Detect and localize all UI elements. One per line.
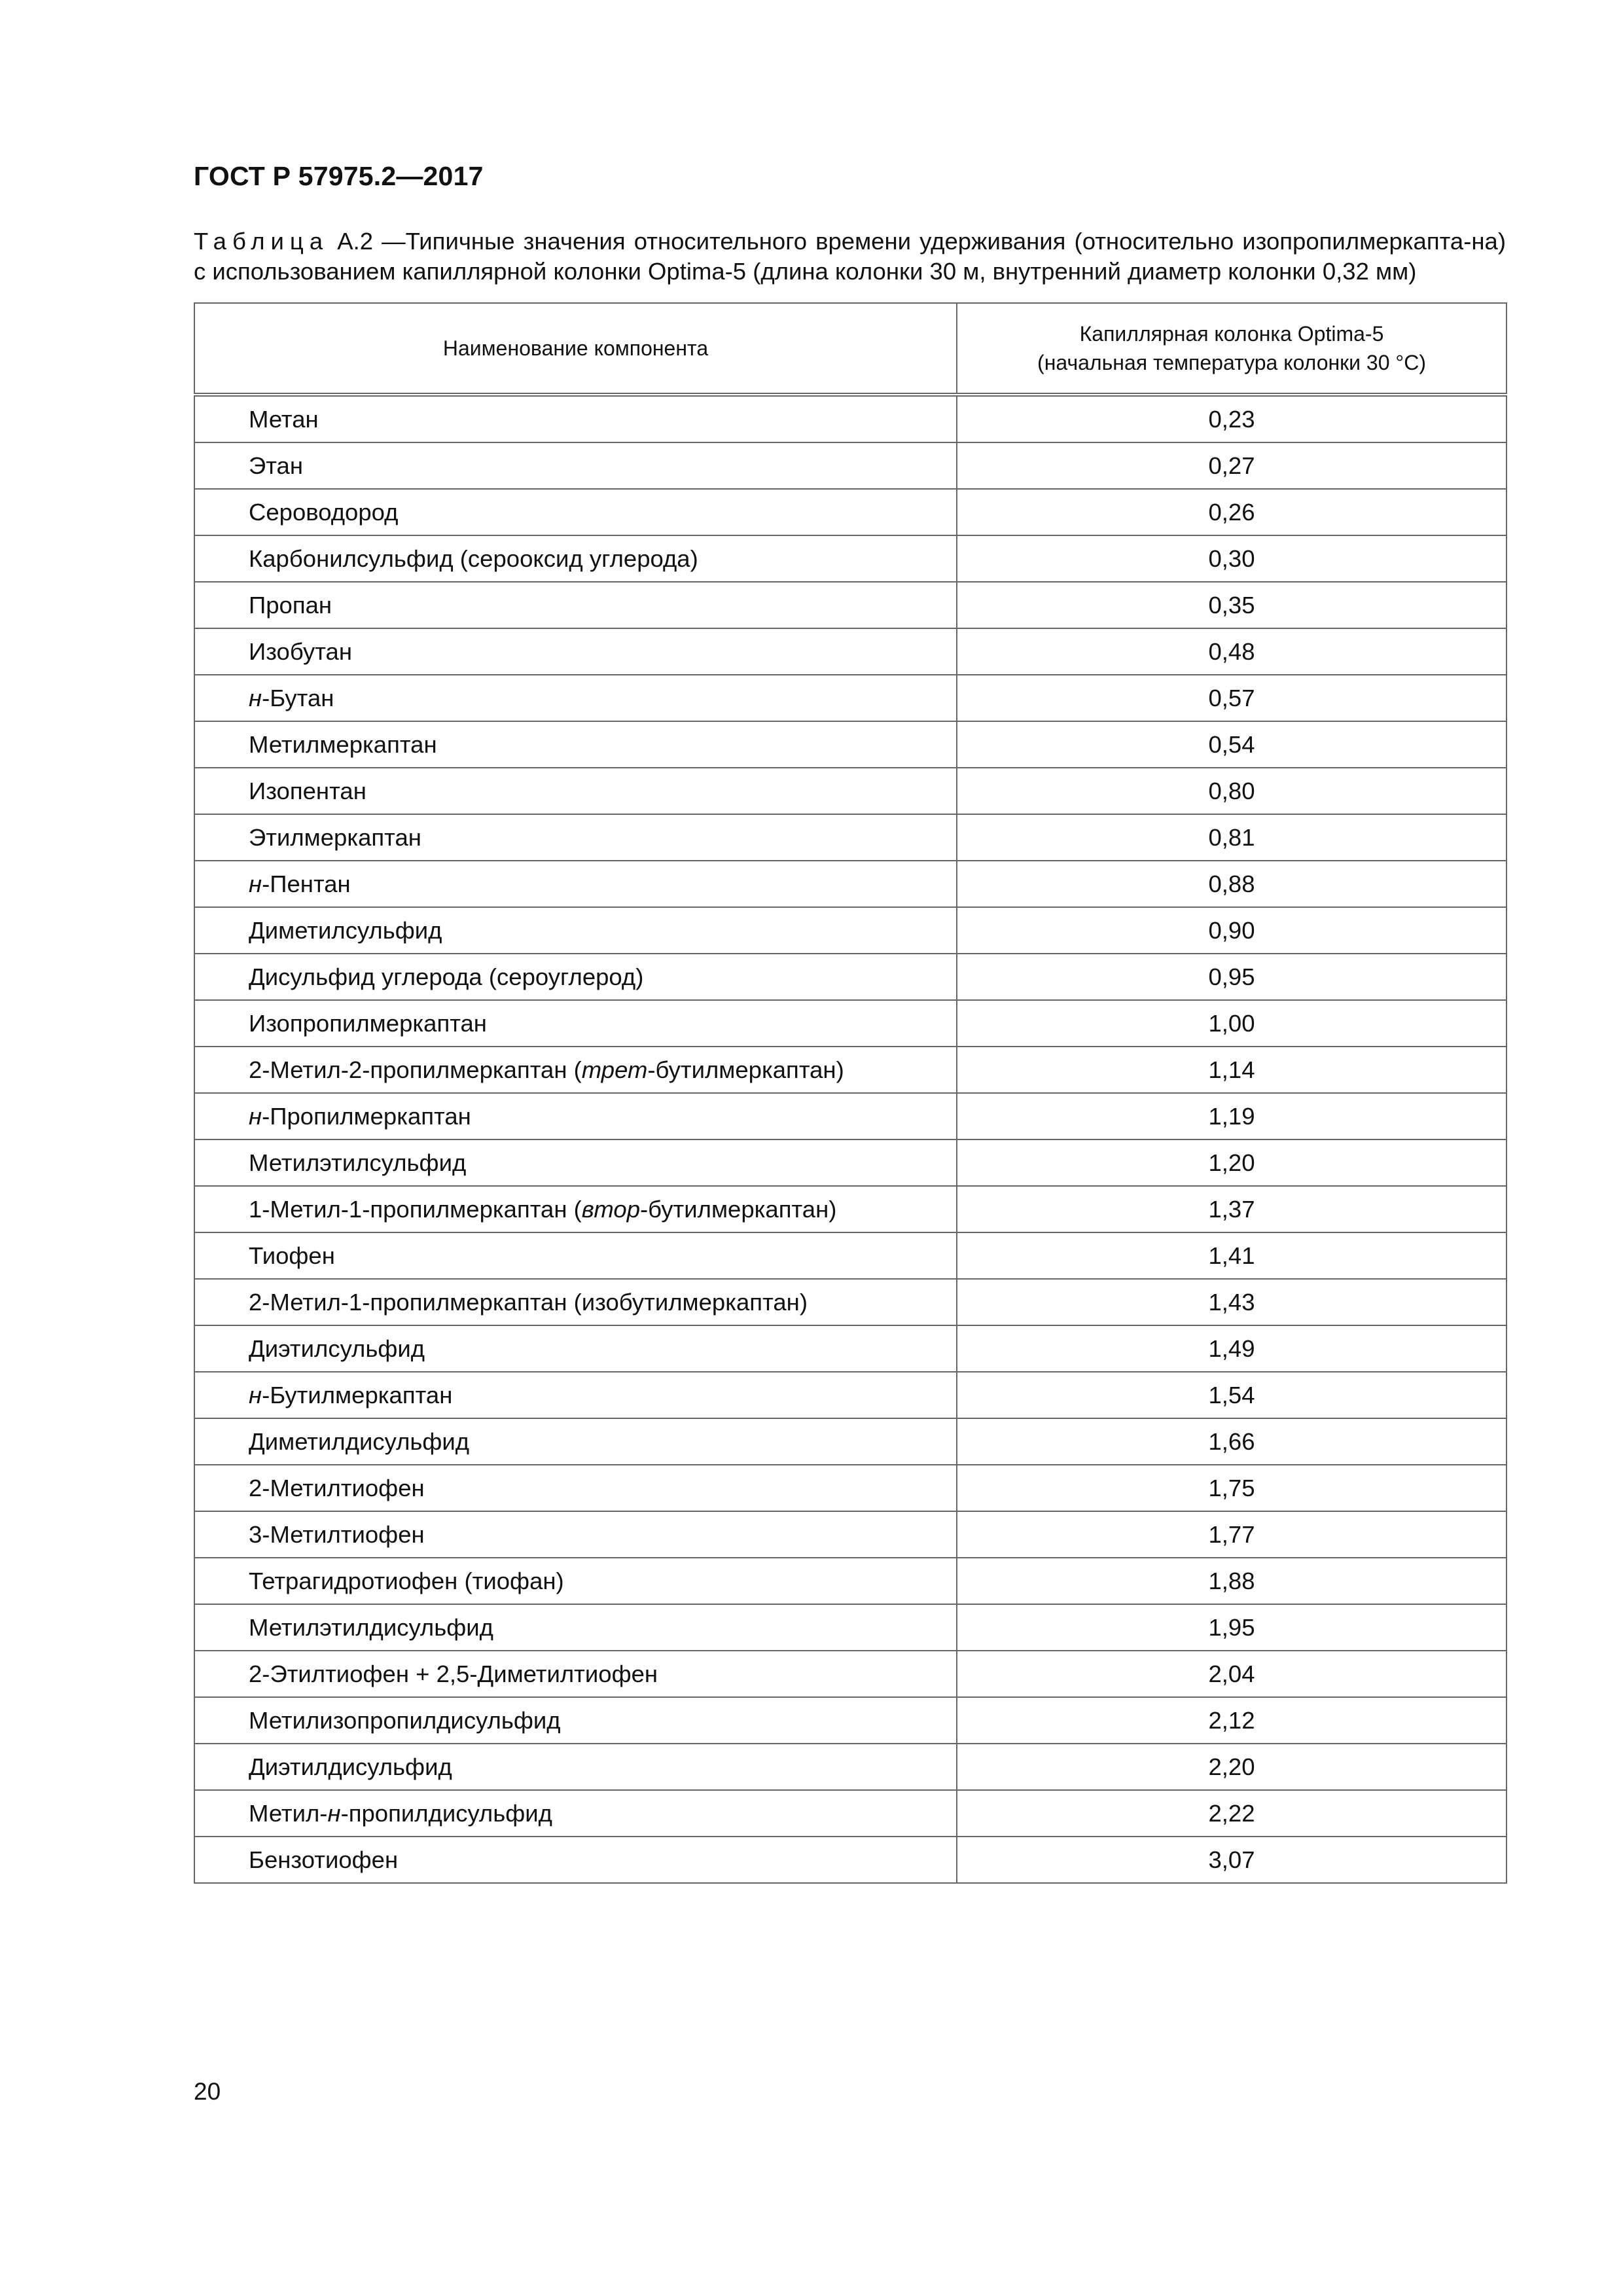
table-row [194,907,1507,954]
component-name-cell [194,1093,957,1139]
table-row [194,1232,1507,1279]
component-name: Тиофен [249,1242,335,1269]
component-name-italic: трет [581,1056,648,1083]
column-header-column-type [957,303,1507,395]
component-name: Этан [249,452,303,479]
component-name-cell [194,1047,957,1093]
component-name: -бутилмеркаптан) [647,1056,844,1083]
component-name-cell [194,1232,957,1279]
retention-time-table [194,302,1506,1884]
table-row [194,1604,1507,1651]
component-name-cell [194,395,957,442]
component-name-cell [194,768,957,814]
component-name-cell [194,861,957,907]
table-header-row [194,303,1507,395]
component-name: Сероводород [249,498,399,526]
component-name-cell [194,535,957,582]
retention-value-cell: 0,26 [957,489,1507,535]
retention-value-cell: 0,27 [957,442,1507,489]
component-name: -бутилмеркаптан) [640,1195,837,1223]
table-row [194,1465,1507,1511]
component-name-cell [194,1511,957,1558]
table-row [194,1279,1507,1325]
component-name: -Бутан [262,684,334,711]
table-row [194,1093,1507,1139]
retention-value-cell: 0,81 [957,814,1507,861]
retention-value-cell: 1,41 [957,1232,1507,1279]
column-header-line-2: (начальная температура колонки 30 °C) [1037,351,1426,374]
table-row [194,1511,1507,1558]
table-row [194,1418,1507,1465]
retention-value-cell: 1,75 [957,1465,1507,1511]
component-name: Пропан [249,591,332,619]
component-name-italic: н [249,1102,262,1130]
component-name-italic: н [249,870,262,897]
table-row [194,1186,1507,1232]
component-name: Метилэтилсульфид [249,1149,467,1176]
table-caption [194,226,1506,287]
component-name-prefix: Метил- [249,1799,328,1827]
retention-value-cell: 2,04 [957,1651,1507,1697]
component-name-cell [194,1418,957,1465]
component-name: -Пентан [262,870,351,897]
retention-value-cell: 1,54 [957,1372,1507,1418]
retention-value-cell: 2,22 [957,1790,1507,1837]
component-name: 2-Этилтиофен + 2,5-Диметилтиофен [249,1660,658,1687]
retention-value-cell: 0,80 [957,768,1507,814]
retention-value-cell: 0,54 [957,721,1507,768]
retention-value-cell: 1,00 [957,1000,1507,1047]
component-name: Диметилдисульфид [249,1427,470,1455]
retention-value-cell: 1,95 [957,1604,1507,1651]
component-name-cell [194,1279,957,1325]
table-row [194,675,1507,721]
component-name: Диэтилсульфид [249,1335,425,1362]
retention-value-cell: 2,20 [957,1744,1507,1790]
table-row [194,814,1507,861]
component-name-cell [194,675,957,721]
table-row [194,768,1507,814]
table-row [194,1697,1507,1744]
component-name: Изопентан [249,777,366,804]
retention-value-cell: 0,48 [957,628,1507,675]
retention-value-cell: 0,88 [957,861,1507,907]
component-name-cell [194,1790,957,1837]
retention-value-cell: 2,12 [957,1697,1507,1744]
component-name: -Пропилмеркаптан [262,1102,471,1130]
component-name: Дисульфид углерода (сероуглерод) [249,963,644,990]
table-row [194,535,1507,582]
component-name: Диметилсульфид [249,916,442,944]
component-name-cell [194,1604,957,1651]
component-name-cell [194,1139,957,1186]
retention-value-cell: 0,95 [957,954,1507,1000]
retention-value-cell: 0,35 [957,582,1507,628]
retention-value-cell: 1,43 [957,1279,1507,1325]
component-name-italic: н [249,684,262,711]
component-name-cell [194,1697,957,1744]
table-row [194,1651,1507,1697]
table-row [194,628,1507,675]
component-name: Метан [249,405,319,433]
retention-value-cell: 1,19 [957,1093,1507,1139]
component-name-cell [194,1837,957,1883]
table-row [194,1558,1507,1604]
component-name-italic: н [249,1381,262,1408]
component-name: -Бутилмеркаптан [262,1381,453,1408]
retention-value-cell: 0,90 [957,907,1507,954]
component-name-italic: втор [581,1195,641,1223]
page-number: 20 [194,2078,221,2105]
component-name: 3-Метилтиофен [249,1520,425,1548]
component-name: Карбонилсульфид (серооксид углерода) [249,545,698,572]
component-name: 2-Метилтиофен [249,1474,425,1501]
component-name: -пропилдисульфид [340,1799,552,1827]
table-row [194,721,1507,768]
retention-value-cell: 3,07 [957,1837,1507,1883]
component-name: Метилизопропилдисульфид [249,1706,561,1734]
component-name-cell [194,1651,957,1697]
component-name-cell [194,1000,957,1047]
component-name-cell [194,1325,957,1372]
table-row [194,442,1507,489]
table-row [194,1372,1507,1418]
table-row [194,489,1507,535]
component-name-cell [194,1372,957,1418]
retention-value-cell: 1,49 [957,1325,1507,1372]
component-name-cell [194,1465,957,1511]
table-row [194,582,1507,628]
table-row [194,1000,1507,1047]
component-name: Метилмеркаптан [249,730,437,758]
component-name-prefix: 1-Метил-1-пропилмеркаптан ( [249,1195,582,1223]
component-name-cell [194,1744,957,1790]
table-row [194,861,1507,907]
component-name-cell [194,721,957,768]
component-name-cell [194,489,957,535]
table-row [194,1325,1507,1372]
component-name-cell [194,1186,957,1232]
retention-value-cell: 1,37 [957,1186,1507,1232]
component-name: Бензотиофен [249,1846,399,1873]
component-name: Изобутан [249,637,352,665]
component-name: Этилмеркаптан [249,823,421,851]
column-header-line-1: Капиллярная колонка Optima-5 [1079,322,1384,346]
component-name-prefix: 2-Метил-2-пропилмеркаптан ( [249,1056,582,1083]
retention-value-cell: 1,20 [957,1139,1507,1186]
table-row [194,954,1507,1000]
retention-value-cell: 1,14 [957,1047,1507,1093]
table-caption-label: Таблица [194,228,329,255]
retention-value-cell: 0,30 [957,535,1507,582]
retention-value-cell: 1,77 [957,1511,1507,1558]
component-name-cell [194,582,957,628]
component-name-italic: н [327,1799,341,1827]
table-row [194,1837,1507,1883]
component-name: Диэтилдисульфид [249,1753,452,1780]
table-row [194,1744,1507,1790]
retention-value-cell: 0,23 [957,395,1507,442]
component-name-cell [194,628,957,675]
table-caption-text: А.2 —Типичные значения относительного времени удерживания (относительно изопропилмеркапта-на) с использованием капиллярной колонки Optima-5 (длина колонки 30 м, внутренний диаметр колонки 0,32 мм) [194,228,1506,285]
component-name: Метилэтилдисульфид [249,1613,493,1641]
column-header-component: Наименование компонента [194,303,957,395]
retention-value-cell: 1,66 [957,1418,1507,1465]
table-row [194,1139,1507,1186]
retention-value-cell: 1,88 [957,1558,1507,1604]
component-name-cell [194,1558,957,1604]
component-name-cell [194,814,957,861]
table-row [194,395,1507,442]
component-name-cell [194,907,957,954]
table-row [194,1047,1507,1093]
component-name: Тетрагидротиофен (тиофан) [249,1567,564,1594]
document-header: ГОСТ Р 57975.2—2017 [194,161,484,191]
component-name-cell [194,954,957,1000]
table-row [194,1790,1507,1837]
retention-value-cell: 0,57 [957,675,1507,721]
component-name: Изопропилмеркаптан [249,1009,487,1037]
component-name-cell [194,442,957,489]
component-name: 2-Метил-1-пропилмеркаптан (изобутилмеркаптан) [249,1288,808,1316]
